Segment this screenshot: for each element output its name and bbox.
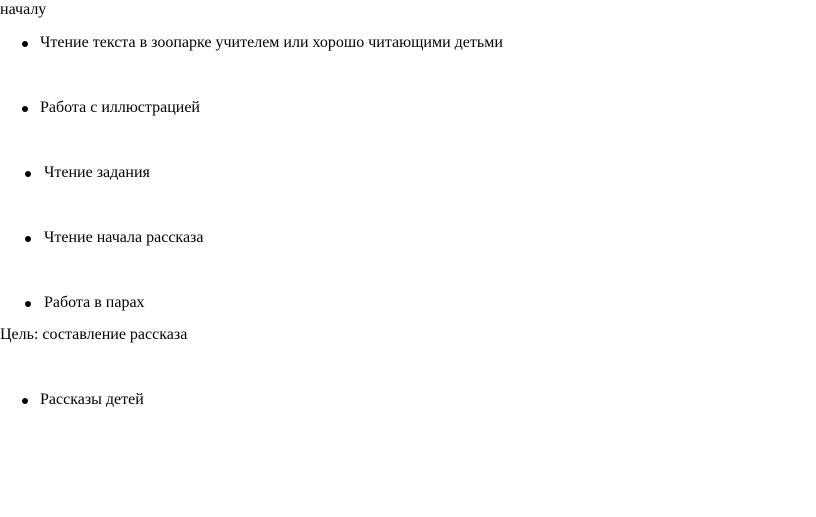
list-item-text: Чтение текста в зоопарке учителем или хорошо читающими детьми — [40, 34, 503, 51]
bullet-icon — [25, 301, 31, 307]
heading-fragment: началу — [0, 1, 47, 18]
bullet-icon — [25, 236, 31, 242]
bullet-icon — [22, 41, 28, 47]
bullet-icon — [22, 398, 28, 404]
list-item-text: Рассказы детей — [40, 391, 144, 408]
goal-line: Цель: составление рассказа — [0, 326, 188, 343]
list-item-text: Работа в парах — [44, 294, 145, 311]
bullet-icon — [22, 106, 28, 112]
list-item-text: Чтение начала рассказа — [44, 229, 204, 246]
list-item-text: Чтение задания — [44, 164, 150, 181]
bullet-icon — [25, 171, 31, 177]
list-item-text: Работа с иллюстрацией — [40, 99, 200, 116]
